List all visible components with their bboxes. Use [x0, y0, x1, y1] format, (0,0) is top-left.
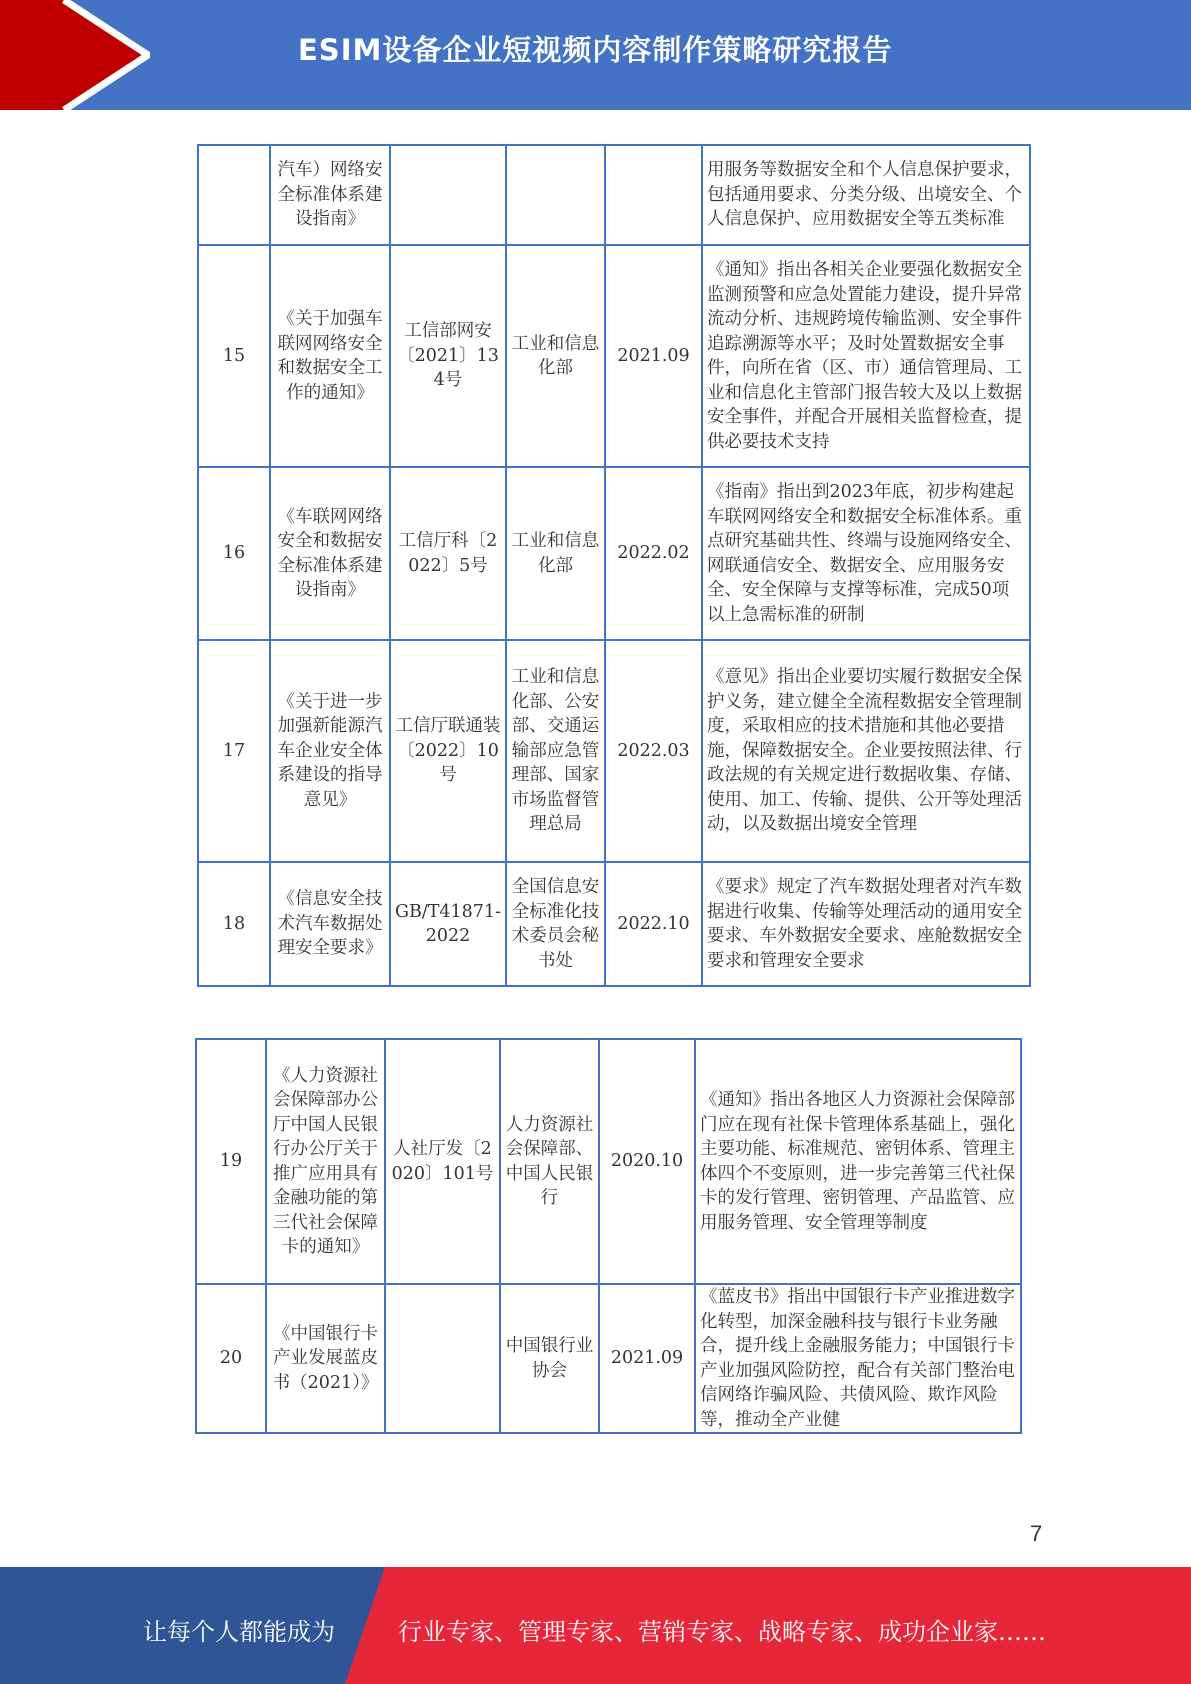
policy-content: 《蓝皮书》指出中国银行卡产业推进数字化转型，加深金融科技与银行卡业务融合，提升线上金融服务能力；中国银行卡产业加强风险防控，配合有关部门整治电信网络诈骗风险、共债风险、欺诈风险等，推动全产业健 — [695, 1284, 1021, 1433]
policy-content: 《指南》指出到2023年底，初步构建起车联网网络安全和数据安全标准体系。重点研究基础共性、终端与设施网络安全、网联通信安全、数据安全、应用服务安全、安全保障与支撑等标准，完成50项以上急需标准的研制 — [702, 467, 1030, 640]
issuing-body: 中国银行业协会 — [500, 1284, 599, 1433]
policy-name: 汽车）网络安全标准体系建设指南》 — [270, 145, 390, 245]
table-row — [196, 1284, 1021, 1433]
row-number: 20 — [196, 1284, 266, 1433]
table-row — [196, 1039, 1021, 1284]
document-number — [390, 145, 506, 245]
table-row — [198, 467, 1030, 640]
row-number: 16 — [198, 467, 270, 640]
table-row — [198, 245, 1030, 467]
issue-date: 2022.02 — [605, 467, 702, 640]
document-number — [385, 1284, 500, 1433]
document-number: 工信厅联通装〔2022〕10号 — [390, 640, 506, 862]
policy-content: 《意见》指出企业要切实履行数据安全保护义务，建立健全全流程数据安全管理制度，采取相应的技术措施和其他必要措施，保障数据安全。企业要按照法律、行政法规的有关规定进行数据收集、存储、使用、加工、传输、提供、公开等处理活动，以及数据出境安全管理 — [702, 640, 1030, 862]
table-row — [198, 862, 1030, 986]
document-number: 工信部网安〔2021〕134号 — [390, 245, 506, 467]
issuing-body — [506, 145, 605, 245]
issue-date: 2022.03 — [605, 640, 702, 862]
policy-name: 《车联网网络安全和数据安全标准体系建设指南》 — [270, 467, 390, 640]
issue-date: 2021.09 — [605, 245, 702, 467]
policy-table-1 — [197, 144, 1031, 987]
report-title: ESIM设备企业短视频内容制作策略研究报告 — [298, 33, 893, 67]
row-number: 15 — [198, 245, 270, 467]
policy-table-2 — [195, 1038, 1022, 1434]
policy-name: 《中国银行卡产业发展蓝皮书（2021）》 — [266, 1284, 385, 1433]
document-number: 工信厅科〔2022〕5号 — [390, 467, 506, 640]
policy-name: 《信息安全技术汽车数据处理安全要求》 — [270, 862, 390, 986]
issuing-body: 人力资源社会保障部、中国人民银行 — [500, 1039, 599, 1284]
policy-name: 《关于进一步加强新能源汽车企业安全体系建设的指导意见》 — [270, 640, 390, 862]
footer-slogan-left: 让每个人都能成为 — [143, 1618, 335, 1646]
header-bar — [0, 0, 1191, 110]
issue-date — [605, 145, 702, 245]
issue-date: 2021.09 — [599, 1284, 695, 1433]
row-number: 19 — [196, 1039, 266, 1284]
issuing-body: 工业和信息化部 — [506, 467, 605, 640]
policy-content: 《通知》指出各相关企业要强化数据安全监测预警和应急处置能力建设，提升异常流动分析、违规跨境传输监测、安全事件追踪溯源等水平；及时处置数据安全事件，向所在省（区、市）通信管理局、工业和信息化主管部门报告较大及以上数据安全事件，并配合开展相关监督检查，提供必要技术支持 — [702, 245, 1030, 467]
policy-content: 《要求》规定了汽车数据处理者对汽车数据进行收集、传输等处理活动的通用安全要求、车外数据安全要求、座舱数据安全要求和管理安全要求 — [702, 862, 1030, 986]
table-row — [198, 145, 1030, 245]
header-arrow-icon — [0, 0, 150, 110]
document-number: 人社厅发〔2020〕101号 — [385, 1039, 500, 1284]
row-number — [198, 145, 270, 245]
row-number: 17 — [198, 640, 270, 862]
issue-date: 2020.10 — [599, 1039, 695, 1284]
policy-name: 《关于加强车联网网络安全和数据安全工作的通知》 — [270, 245, 390, 467]
policy-content: 《通知》指出各地区人力资源社会保障部门应在现有社保卡管理体系基础上，强化主要功能、标准规范、密钥体系、管理主体四个不变原则，进一步完善第三代社保卡的发行管理、密钥管理、产品监管、应用服务管理、安全管理等制度 — [695, 1039, 1021, 1284]
page-number: 7 — [1030, 1521, 1043, 1546]
document-number: GB/T41871-2022 — [390, 862, 506, 986]
policy-name: 《人力资源社会保障部办公厅中国人民银行办公厅关于推广应用具有金融功能的第三代社会保障卡的通知》 — [266, 1039, 385, 1284]
issuing-body: 工业和信息化部 — [506, 245, 605, 467]
footer-slogan-right: 行业专家、管理专家、营销专家、战略专家、成功企业家…… — [398, 1618, 1046, 1646]
table-row — [198, 640, 1030, 862]
row-number: 18 — [198, 862, 270, 986]
policy-content: 用服务等数据安全和个人信息保护要求，包括通用要求、分类分级、出境安全、个人信息保护、应用数据安全等五类标准 — [702, 145, 1030, 245]
issue-date: 2022.10 — [605, 862, 702, 986]
issuing-body: 全国信息安全标准化技术委员会秘书处 — [506, 862, 605, 986]
issuing-body: 工业和信息化部、公安部、交通运输部应急管理部、国家市场监督管理总局 — [506, 640, 605, 862]
